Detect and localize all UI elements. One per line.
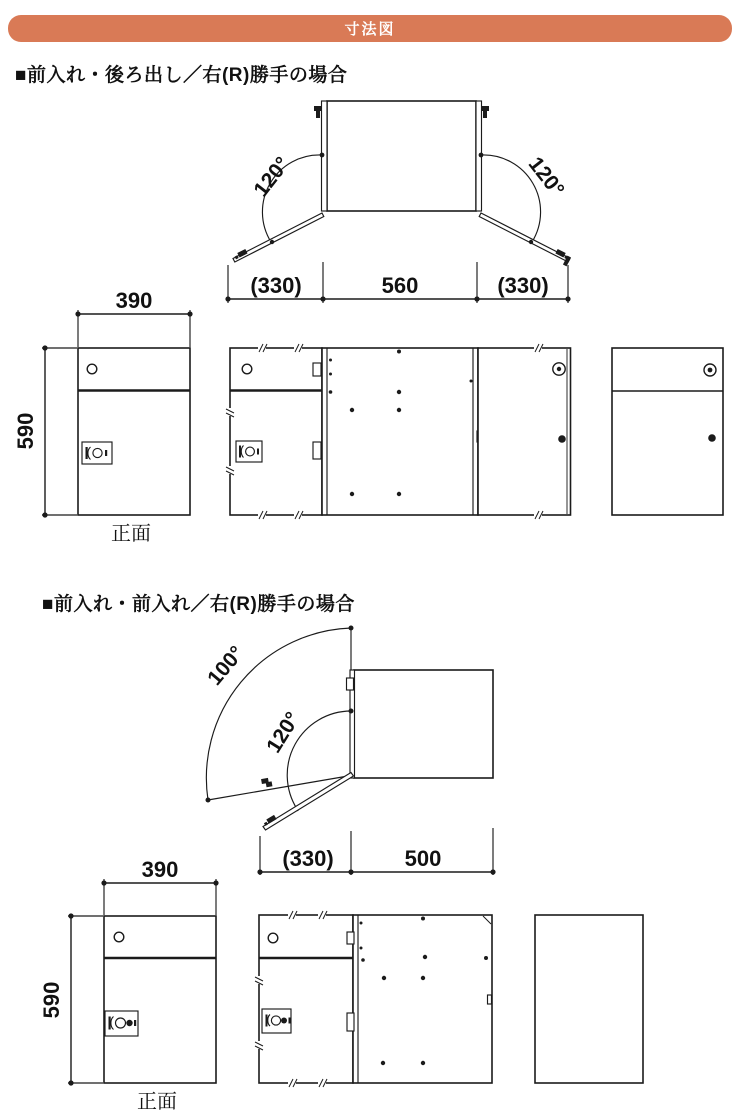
section2-title: ■前入れ・前入れ／右(R)勝手の場合 [42,594,355,615]
rear-view [535,915,643,1083]
hinge-latch-icon [313,442,321,459]
section1-drawing [0,90,740,560]
knob-icon [708,434,716,442]
front-caption: 正面 [111,523,151,545]
angle-label-120: 120° [262,708,305,758]
dim-label-330-left: (330) [250,273,302,298]
section1-title: ■前入れ・後ろ出し／右(R)勝手の場合 [15,65,348,86]
angle-label-right: 120° [523,152,569,202]
front-view-unfolded [255,911,492,1087]
section2-drawing [0,615,740,1111]
lock-panel-icon [236,441,262,462]
knob-icon [558,435,566,443]
dim-label-width: 390 [115,288,153,313]
header-banner [8,15,732,42]
angle-label-100: 100° [203,641,249,690]
hinge-latch-icon [347,932,354,944]
dim-label-560: 560 [381,273,419,298]
hinge-latch-icon [314,106,321,111]
rear-view [612,348,723,515]
front-caption: 正面 [137,1091,177,1111]
hinge-latch-icon [347,678,354,690]
hinge-latch-icon [482,106,489,111]
top-view-open-doors [225,101,571,303]
dim-label-width: 390 [141,857,179,882]
dim-label-500: 500 [404,846,442,871]
dim-label-330: (330) [282,846,334,871]
front-view-left-door [39,857,219,1111]
front-view-unfolded [226,344,571,519]
hinge-latch-icon [347,1013,354,1031]
front-view-left-door [13,288,193,545]
lock-panel-icon [82,442,112,464]
dim-label-height: 590 [39,981,64,1019]
page-title: 寸法図 [344,21,396,38]
door-latch-icon [261,777,272,788]
dim-label-height: 590 [13,412,38,450]
hinge-latch-icon [313,363,321,376]
lock-panel-icon [262,1009,291,1033]
angle-label-left: 120° [249,152,295,202]
dim-label-330-right: (330) [497,273,549,298]
top-view-open-doors [203,626,495,876]
lock-panel-icon [105,1011,138,1036]
